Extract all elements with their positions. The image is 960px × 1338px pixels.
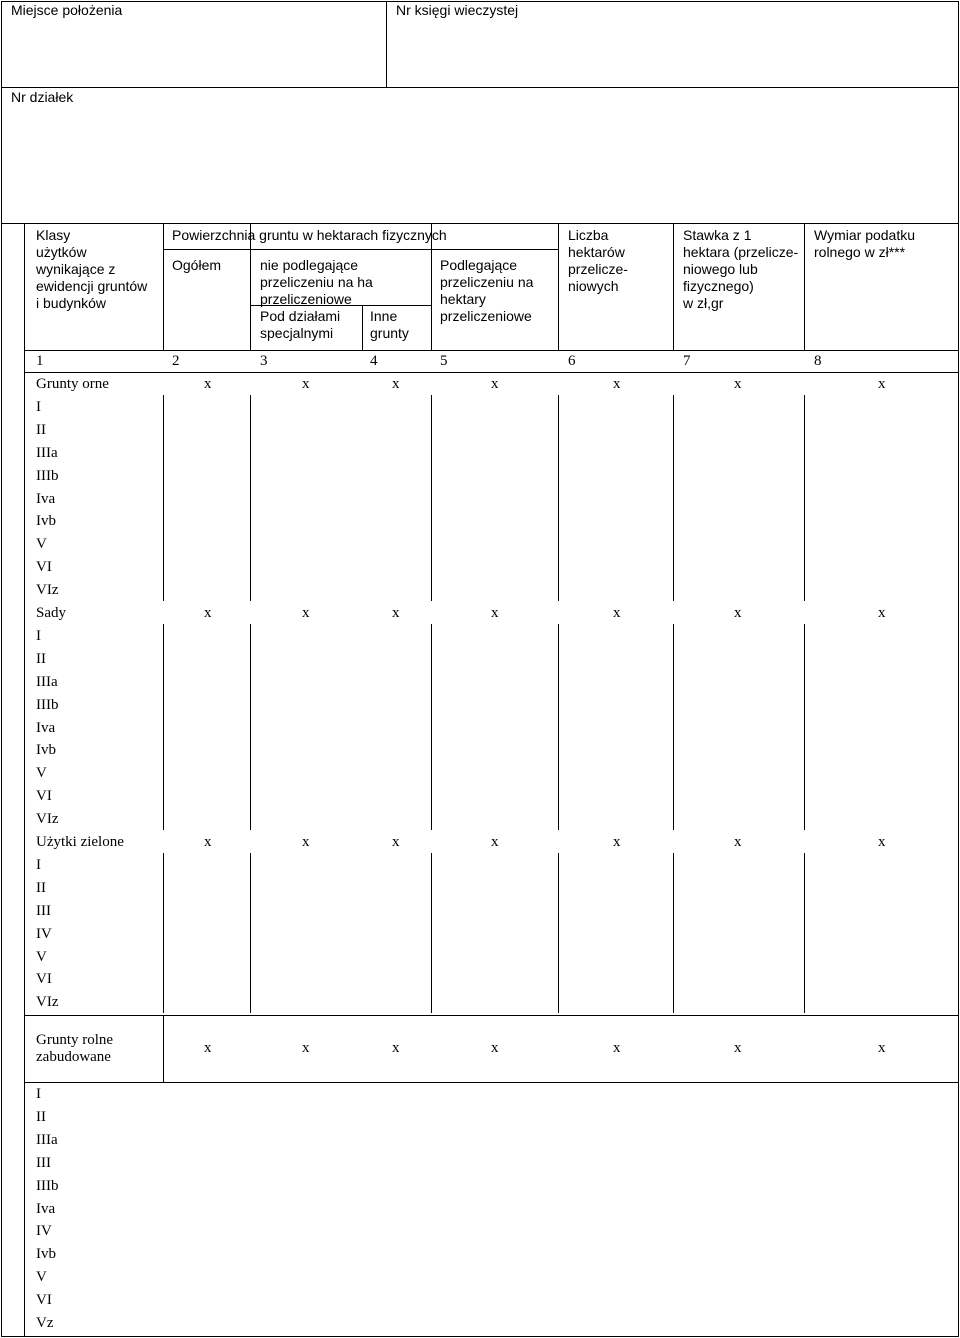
class-row-label: III <box>36 1154 51 1171</box>
not-applicable-mark: x <box>491 605 499 621</box>
class-row-label: Vz <box>36 1315 54 1331</box>
not-applicable-mark: x <box>392 605 400 621</box>
row-column-divider <box>804 624 805 830</box>
class-row-label: VI <box>36 788 52 805</box>
not-applicable-mark: x <box>302 834 310 850</box>
left-border <box>1 1 2 1337</box>
not-applicable-mark: x <box>392 834 400 850</box>
header-rate-line: fizycznego) <box>683 278 754 294</box>
row-column-divider <box>804 853 805 1013</box>
header-rate-line: Stawka z 1 <box>683 227 752 243</box>
top-divider <box>386 1 387 88</box>
class-row-label: IIIa <box>36 1131 58 1148</box>
class-row-label: III <box>36 902 51 919</box>
not-applicable-mark: x <box>491 376 499 392</box>
not-applicable-mark: x <box>878 834 886 850</box>
class-row-label: IIIa <box>36 673 58 690</box>
not-applicable-mark: x <box>613 1040 621 1056</box>
section-title: Sady <box>36 605 66 621</box>
not-applicable-mark: x <box>734 605 742 621</box>
row-column-divider <box>558 624 559 830</box>
bottom-border <box>1 1336 959 1337</box>
class-row-label: VI <box>36 971 52 988</box>
table-left-line <box>24 223 25 1336</box>
class-row-label: VIz <box>36 582 59 599</box>
built-divider <box>163 1015 164 1082</box>
column-number: 4 <box>370 353 378 369</box>
land-register-label: Nr księgi wieczystej <box>396 2 519 18</box>
location-label: Miejsce położenia <box>11 2 123 18</box>
class-row-label: IIIb <box>36 1177 59 1194</box>
class-row-label: V <box>36 536 47 553</box>
column-number: 3 <box>260 353 268 369</box>
header-column-divider <box>250 223 251 350</box>
not-subject-underline <box>250 305 431 306</box>
not-applicable-mark: x <box>204 834 212 850</box>
header-count-line: Liczba <box>568 227 609 243</box>
header-classes-line: użytków <box>36 244 87 260</box>
not-applicable-mark: x <box>734 376 742 392</box>
header-subject-line: hektary <box>440 291 486 307</box>
not-applicable-mark: x <box>613 834 621 850</box>
row-column-divider <box>673 853 674 1013</box>
header-area-group: Powierzchnia gruntu w hektarach fizycznych <box>172 227 447 243</box>
not-applicable-mark: x <box>878 376 886 392</box>
row-column-divider <box>431 624 432 830</box>
row-column-divider <box>558 853 559 1013</box>
header-count-line: hektarów <box>568 244 625 260</box>
header-rate-line: w zł,gr <box>683 295 724 311</box>
special-other-divider <box>362 305 363 350</box>
row-column-divider <box>163 395 164 601</box>
class-row-label: I <box>36 1086 41 1102</box>
header-column-divider <box>558 223 559 350</box>
class-row-label: I <box>36 627 41 644</box>
column-number: 2 <box>172 353 180 369</box>
column-number: 7 <box>683 353 691 369</box>
header-other-line: Inne <box>370 308 398 324</box>
class-row-label: II <box>36 879 46 896</box>
header-column-divider <box>431 223 432 350</box>
column-number: 5 <box>440 353 448 369</box>
row-column-divider <box>250 624 251 830</box>
class-row-label: V <box>36 1269 47 1286</box>
built-title-line: zabudowane <box>36 1049 111 1065</box>
class-row-label: Ivb <box>36 742 56 759</box>
top-row-divider <box>1 87 959 88</box>
not-applicable-mark: x <box>878 1040 886 1056</box>
not-applicable-mark: x <box>613 376 621 392</box>
not-applicable-mark: x <box>491 1040 499 1056</box>
class-row-label: IV <box>36 1223 52 1240</box>
not-applicable-mark: x <box>302 1040 310 1056</box>
class-row-label: Ivb <box>36 513 56 530</box>
header-special-line: specjalnymi <box>260 325 334 341</box>
row-column-divider <box>163 853 164 1013</box>
row-column-divider <box>250 853 251 1013</box>
built-title-line: Grunty rolne <box>36 1032 114 1048</box>
class-row-label: Iva <box>36 719 56 736</box>
class-row-label: I <box>36 856 41 873</box>
not-applicable-mark: x <box>302 605 310 621</box>
header-other-line: grunty <box>370 325 409 341</box>
class-row-label: Iva <box>36 1200 56 1217</box>
section-title: Użytki zielone <box>36 834 124 850</box>
numbers-row-line <box>24 350 958 351</box>
built-top-line <box>24 1015 958 1016</box>
not-applicable-mark: x <box>204 605 212 621</box>
class-row-label: V <box>36 948 47 965</box>
class-row-label: Iva <box>36 490 56 507</box>
column-number: 1 <box>36 353 44 369</box>
right-border <box>958 1 959 1337</box>
row-column-divider <box>431 853 432 1013</box>
class-row-label: II <box>36 650 46 667</box>
header-tax-line: Wymiar podatku <box>814 227 916 243</box>
class-row-label: VI <box>36 1292 52 1309</box>
row-column-divider <box>673 395 674 601</box>
row-column-divider <box>250 395 251 601</box>
not-applicable-mark: x <box>491 834 499 850</box>
class-row-label: II <box>36 1108 46 1125</box>
header-count-line: niowych <box>568 278 619 294</box>
header-classes-line: Klasy <box>36 227 71 243</box>
not-applicable-mark: x <box>613 605 621 621</box>
class-row-label: IIIb <box>36 696 59 713</box>
not-applicable-mark: x <box>392 1040 400 1056</box>
header-classes-line: i budynków <box>36 295 107 311</box>
area-group-underline <box>163 249 558 250</box>
class-row-label: IIIb <box>36 467 59 484</box>
header-subject-line: przeliczeniowe <box>440 308 532 324</box>
header-subject-line: Podlegające <box>440 257 518 273</box>
header-column-divider <box>163 223 164 350</box>
row-column-divider <box>804 395 805 601</box>
header-total: Ogółem <box>172 257 222 273</box>
class-row-label: Ivb <box>36 1246 56 1263</box>
class-row-label: II <box>36 421 46 438</box>
class-row-label: VI <box>36 559 52 576</box>
section-title: Grunty orne <box>36 376 109 392</box>
not-applicable-mark: x <box>302 376 310 392</box>
header-column-divider <box>673 223 674 350</box>
header-not-subject-line: przeliczeniowe <box>260 291 352 307</box>
parcels-label: Nr działek <box>11 89 74 105</box>
header-not-subject-line: nie podlegające <box>260 257 359 273</box>
not-applicable-mark: x <box>204 1040 212 1056</box>
column-number: 6 <box>568 353 576 369</box>
header-tax-line: rolnego w zł*** <box>814 244 906 260</box>
header-top-line <box>1 223 959 224</box>
not-applicable-mark: x <box>878 605 886 621</box>
not-applicable-mark: x <box>734 1040 742 1056</box>
row-column-divider <box>163 624 164 830</box>
numbers-bottom-line <box>24 372 958 373</box>
class-row-label: IV <box>36 925 52 942</box>
header-special-line: Pod działami <box>260 308 341 324</box>
built-bottom-line <box>24 1082 958 1083</box>
class-row-label: V <box>36 765 47 782</box>
header-classes-line: wynikające z <box>36 261 116 277</box>
header-count-line: przelicze- <box>568 261 628 277</box>
not-applicable-mark: x <box>204 376 212 392</box>
column-number: 8 <box>814 353 822 369</box>
class-row-label: I <box>36 398 41 415</box>
row-column-divider <box>431 395 432 601</box>
header-classes-line: ewidencji gruntów <box>36 278 148 294</box>
row-column-divider <box>558 395 559 601</box>
not-applicable-mark: x <box>734 834 742 850</box>
header-column-divider <box>804 223 805 350</box>
not-applicable-mark: x <box>392 376 400 392</box>
header-rate-line: hektara (przelicze- <box>683 244 799 260</box>
class-row-label: IIIa <box>36 444 58 461</box>
row-column-divider <box>673 624 674 830</box>
header-not-subject-line: przeliczeniu na ha <box>260 274 373 290</box>
class-row-label: VIz <box>36 994 59 1011</box>
header-rate-line: niowego lub <box>683 261 758 277</box>
class-row-label: VIz <box>36 811 59 828</box>
header-subject-line: przeliczeniu na <box>440 274 534 290</box>
